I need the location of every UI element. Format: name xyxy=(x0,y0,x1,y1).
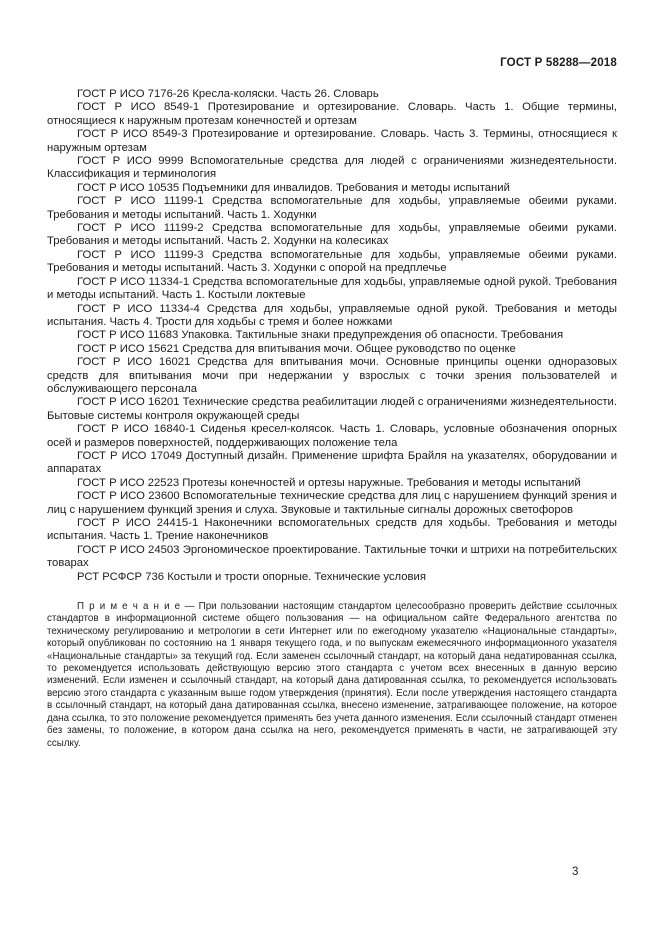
standard-entry: ГОСТ Р ИСО 22523 Протезы конечностей и ортезы наружные. Требования и методы испытаний xyxy=(77,476,581,489)
standard-entry: ГОСТ Р ИСО 11199-2 Средства вспомогательные для ходьбы, управляемые обеими руками. Требования и методы испытаний. Часть 2. Ходунки на колесиках xyxy=(47,222,617,248)
standard-entry: ГОСТ Р ИСО 17049 Доступный дизайн. Применение шрифта Брайля на указателях, оборудовании и аппаратах xyxy=(47,449,617,476)
standard-entry: ГОСТ Р ИСО 23600 Вспомогательные технические средства для лиц с нарушением функций зрения и лиц с нарушением функций зрения и слуха. Звуковые и тактильные сигналы дорожных светофоров xyxy=(47,490,617,516)
page-number: 3 xyxy=(572,866,579,878)
standard-entry: ГОСТ Р ИСО 24415-1 Наконечники вспомогательных средств для ходьбы. Требования и методы испытания. Часть 1. Трение наконечников xyxy=(47,517,617,543)
document-code-header: ГОСТ Р 58288—2018 xyxy=(500,57,617,69)
standard-entry: ГОСТ Р ИСО 9999 Вспомогательные средства для людей с ограничениями жизнедеятельности. Классификация и терминология xyxy=(47,155,617,181)
note-paragraph xyxy=(47,601,617,750)
standard-entry: ГОСТ Р ИСО 11199-1 Средства вспомогательные для ходьбы, управляемые обеими руками. Требования и методы испытаний. Часть 1. Ходунки xyxy=(47,195,617,221)
standard-entry: РСТ РСФСР 736 Костыли и трости опорные. Технические условия xyxy=(77,570,426,583)
standard-entry: ГОСТ Р ИСО 16840-1 Сиденья кресел-колясок. Часть 1. Словарь, условные обозначения опорных осей и размеров поверхностей, поддерживающих положение тела xyxy=(47,423,617,449)
standard-entry: ГОСТ Р ИСО 11199-3 Средства вспомогательные для ходьбы, управляемые обеими руками. Требования и методы испытаний. Часть 3. Ходунки с опорой на предплечье xyxy=(47,248,617,275)
standard-entry: ГОСТ Р ИСО 16021 Средства для впитывания мочи. Основные принципы оценки одноразовых средств для впитывания мочи при недержании у взрослых с точки зрения пользователей и обслуживающего персонала xyxy=(47,356,617,395)
standard-entry: ГОСТ Р ИСО 8549-3 Протезирование и ортезирование. Словарь. Часть 3. Термины, относящиеся к наружным ортезам xyxy=(47,128,617,154)
standard-entry: ГОСТ Р ИСО 8549-1 Протезирование и ортезирование. Словарь. Часть 1. Общие термины, относящиеся к наружным протезам конечностей и ортезам xyxy=(47,101,617,127)
standard-entry: ГОСТ Р ИСО 24503 Эргономическое проектирование. Тактильные точки и штрихи на потребительских товарах xyxy=(47,543,617,570)
standard-entry: ГОСТ Р ИСО 7176-26 Кресла-коляски. Часть 26. Словарь xyxy=(77,88,379,100)
standard-entry: ГОСТ Р ИСО 15621 Средства для впитывания мочи. Общее руководство по оценке xyxy=(77,342,516,355)
standard-entry: ГОСТ Р ИСО 10535 Подъемники для инвалидов. Требования и методы испытаний xyxy=(77,181,510,194)
note-label: П р и м е ч а н и е xyxy=(77,601,181,613)
references-list xyxy=(47,88,617,584)
standard-entry: ГОСТ Р ИСО 11334-4 Средства для ходьбы, управляемые одной рукой. Требования и методы испытания. Часть 4. Трости для ходьбы с тремя и более ножками xyxy=(47,302,617,328)
references-section xyxy=(47,88,617,760)
note-text: — При пользовании настоящим стандартом целесообразно проверить действие ссылочных стандартов в информационной системе общего пользования — на официальном сайте Федерального агентства по техническому регулированию и метрологии в сети Интернет или по ежегодному указателю «Национальные стандарты», который опубликован по состоянию на 1 января текущего года, и по выпускам ежемесячного информационного указателя «Национальные стандарты» за текущий год. Если заменен ссылочный стандарт, на который дана недатированная ссылка, то рекомендуется использовать действующую версию этого стандарта с учетом всех внесенных в данную версию изменений. Если изменен и ссылочный стандарт, на который дана датированная ссылка, то рекомендуется использовать версию этого стандарта с указанным выше годом утверждения (принятия). Если после утверждения настоящего стандарта в ссылочный стандарт, на который дана датированная ссылка, внесено изменение, затрагивающее положение, на которое дана ссылка, то это положение рекомендуется применять без учета данного изменения. Если ссылочный стандарт отменен без замены, то положение, в котором дана ссылка на него, рекомендуется применять в части, не затрагивающей эту ссылку. xyxy=(47,601,618,749)
standard-entry: ГОСТ Р ИСО 16201 Технические средства реабилитации людей с ограничениями жизнедеятельности. Бытовые системы контроля окружающей среды xyxy=(47,396,617,422)
standard-entry: ГОСТ Р ИСО 11334-1 Средства вспомогательные для ходьбы, управляемые одной рукой. Требования и методы испытаний. Часть 1. Костыли локтевые xyxy=(47,275,617,302)
standard-entry: ГОСТ Р ИСО 11683 Упаковка. Тактильные знаки предупреждения об опасности. Требования xyxy=(77,329,564,342)
